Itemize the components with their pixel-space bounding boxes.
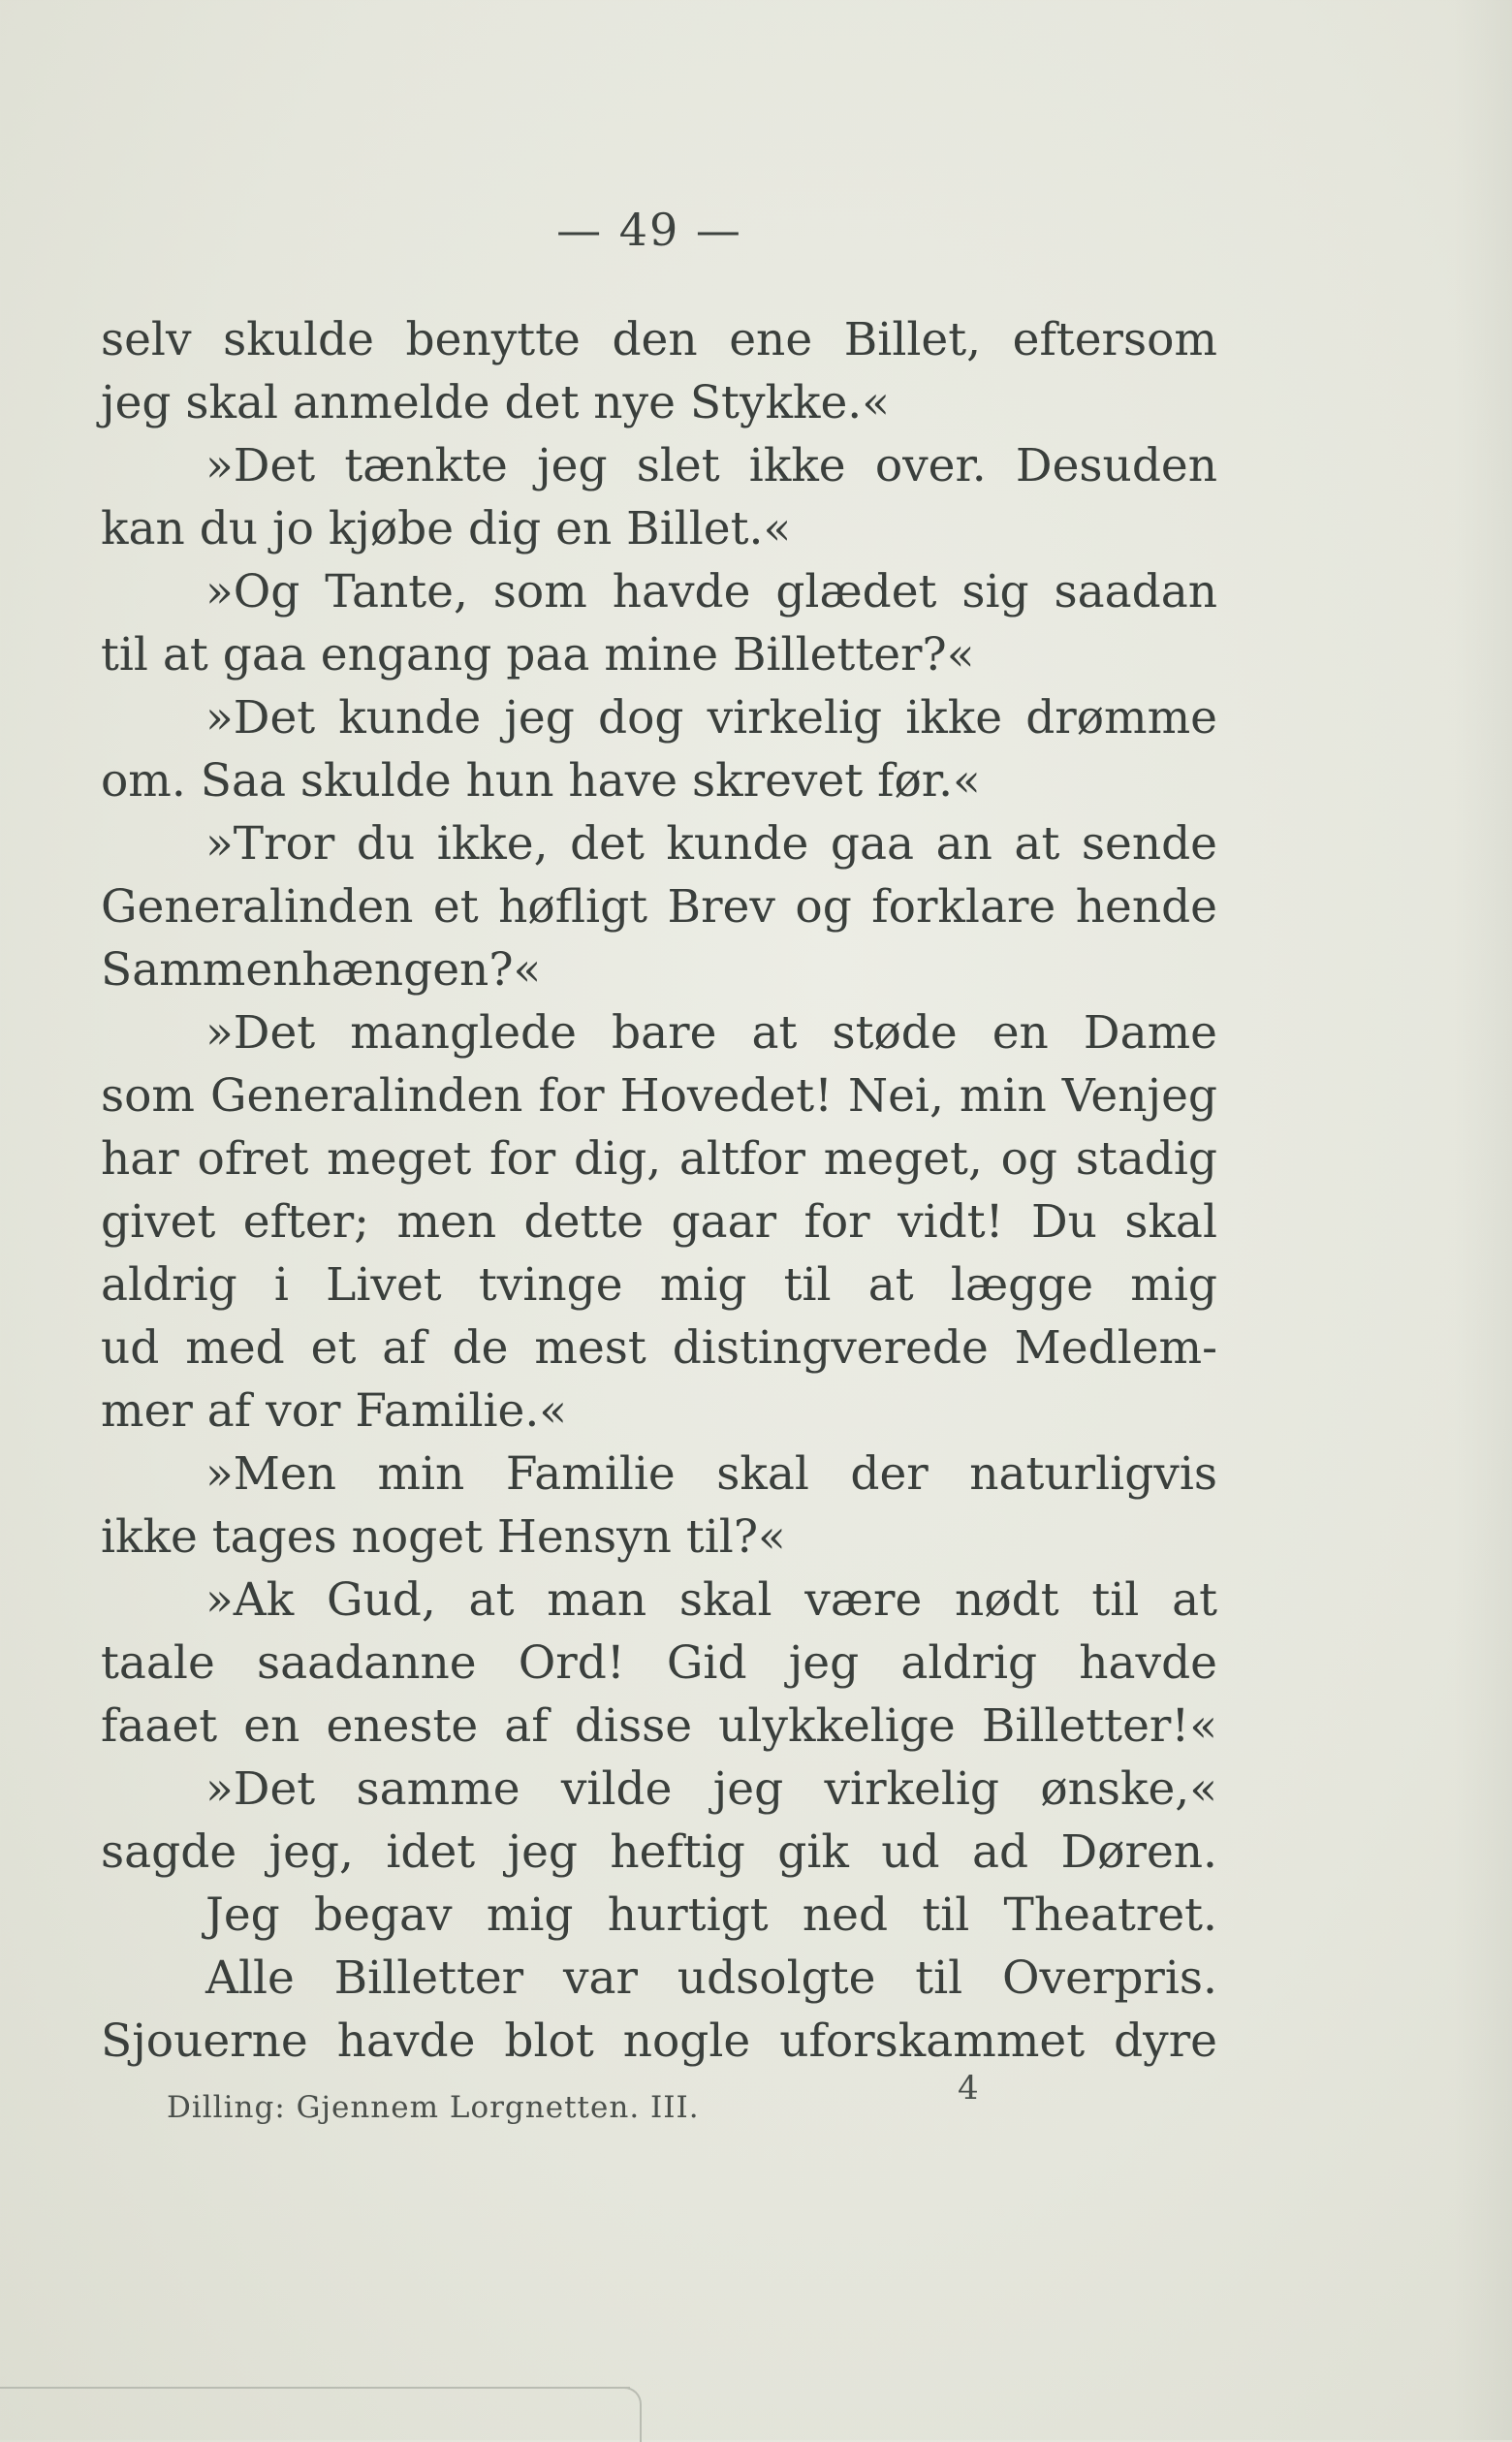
text-line: aldrig i Livet tvinge mig til at lægge mig <box>101 1258 1217 1312</box>
text-line: »Det tænkte jeg slet ikke over. Desuden <box>205 439 1217 492</box>
text-line: til at gaa engang paa mine Billetter?« <box>101 628 975 682</box>
text-line: »Tror du ikke, det kunde gaa an at sende <box>205 817 1217 871</box>
page-edge-shade <box>1454 0 1512 2440</box>
text-line: »Det samme vilde jeg virkelig ønske,« <box>205 1762 1217 1816</box>
signature-mark: 4 <box>958 2069 979 2108</box>
running-footer: Dilling: Gjennem Lorgnetten. III. <box>167 2090 700 2125</box>
text-line: ikke tages noget Hensyn til?« <box>101 1510 786 1564</box>
text-line: om. Saa skulde hun have skrevet før.« <box>101 754 981 808</box>
page-number: — 49 — <box>556 204 742 256</box>
text-line: sagde jeg, idet jeg heftig gik ud ad Døren. <box>101 1825 1217 1879</box>
bottom-rule <box>0 2387 630 2389</box>
text-line: »Men min Familie skal der naturligvis <box>205 1447 1217 1501</box>
text-line: »Det manglede bare at støde en Dame <box>205 1006 1217 1060</box>
text-line: selv skulde benytte den ene Billet, eftersom <box>101 313 1217 366</box>
text-line: Jeg begav mig hurtigt ned til Theatret. <box>205 1888 1217 1942</box>
bottom-hook <box>620 2387 642 2442</box>
text-line: »Det kunde jeg dog virkelig ikke drømme <box>205 691 1217 745</box>
text-line: jeg skal anmelde det nye Stykke.« <box>101 376 890 429</box>
text-line: Generalinden et høfligt Brev og forklare hende <box>101 880 1217 934</box>
text-line: Alle Billetter var udsolgte til Overpris. <box>205 1951 1217 2005</box>
text-line: som Generalinden for Hovedet! Nei, min Venjeg <box>101 1069 1217 1123</box>
text-line: faaet en eneste af disse ulykkelige Billetter!« <box>101 1699 1217 1753</box>
text-line: givet efter; men dette gaar for vidt! Du skal <box>101 1195 1217 1249</box>
text-line: taale saadanne Ord! Gid jeg aldrig havde <box>101 1636 1217 1690</box>
body-text <box>101 308 1217 2073</box>
text-line: kan du jo kjøbe dig en Billet.« <box>101 502 792 555</box>
text-line: mer af vor Familie.« <box>101 1384 568 1438</box>
text-line: ud med et af de mest distingverede Medlem- <box>101 1321 1217 1375</box>
text-line: har ofret meget for dig, altfor meget, og stadig <box>101 1132 1217 1186</box>
text-line: Sammenhængen?« <box>101 943 542 997</box>
text-line: »Og Tante, som havde glædet sig saadan <box>205 565 1217 618</box>
text-line: »Ak Gud, at man skal være nødt til at <box>205 1573 1217 1627</box>
text-line: Sjouerne havde blot nogle uforskammet dyre <box>101 2014 1217 2068</box>
